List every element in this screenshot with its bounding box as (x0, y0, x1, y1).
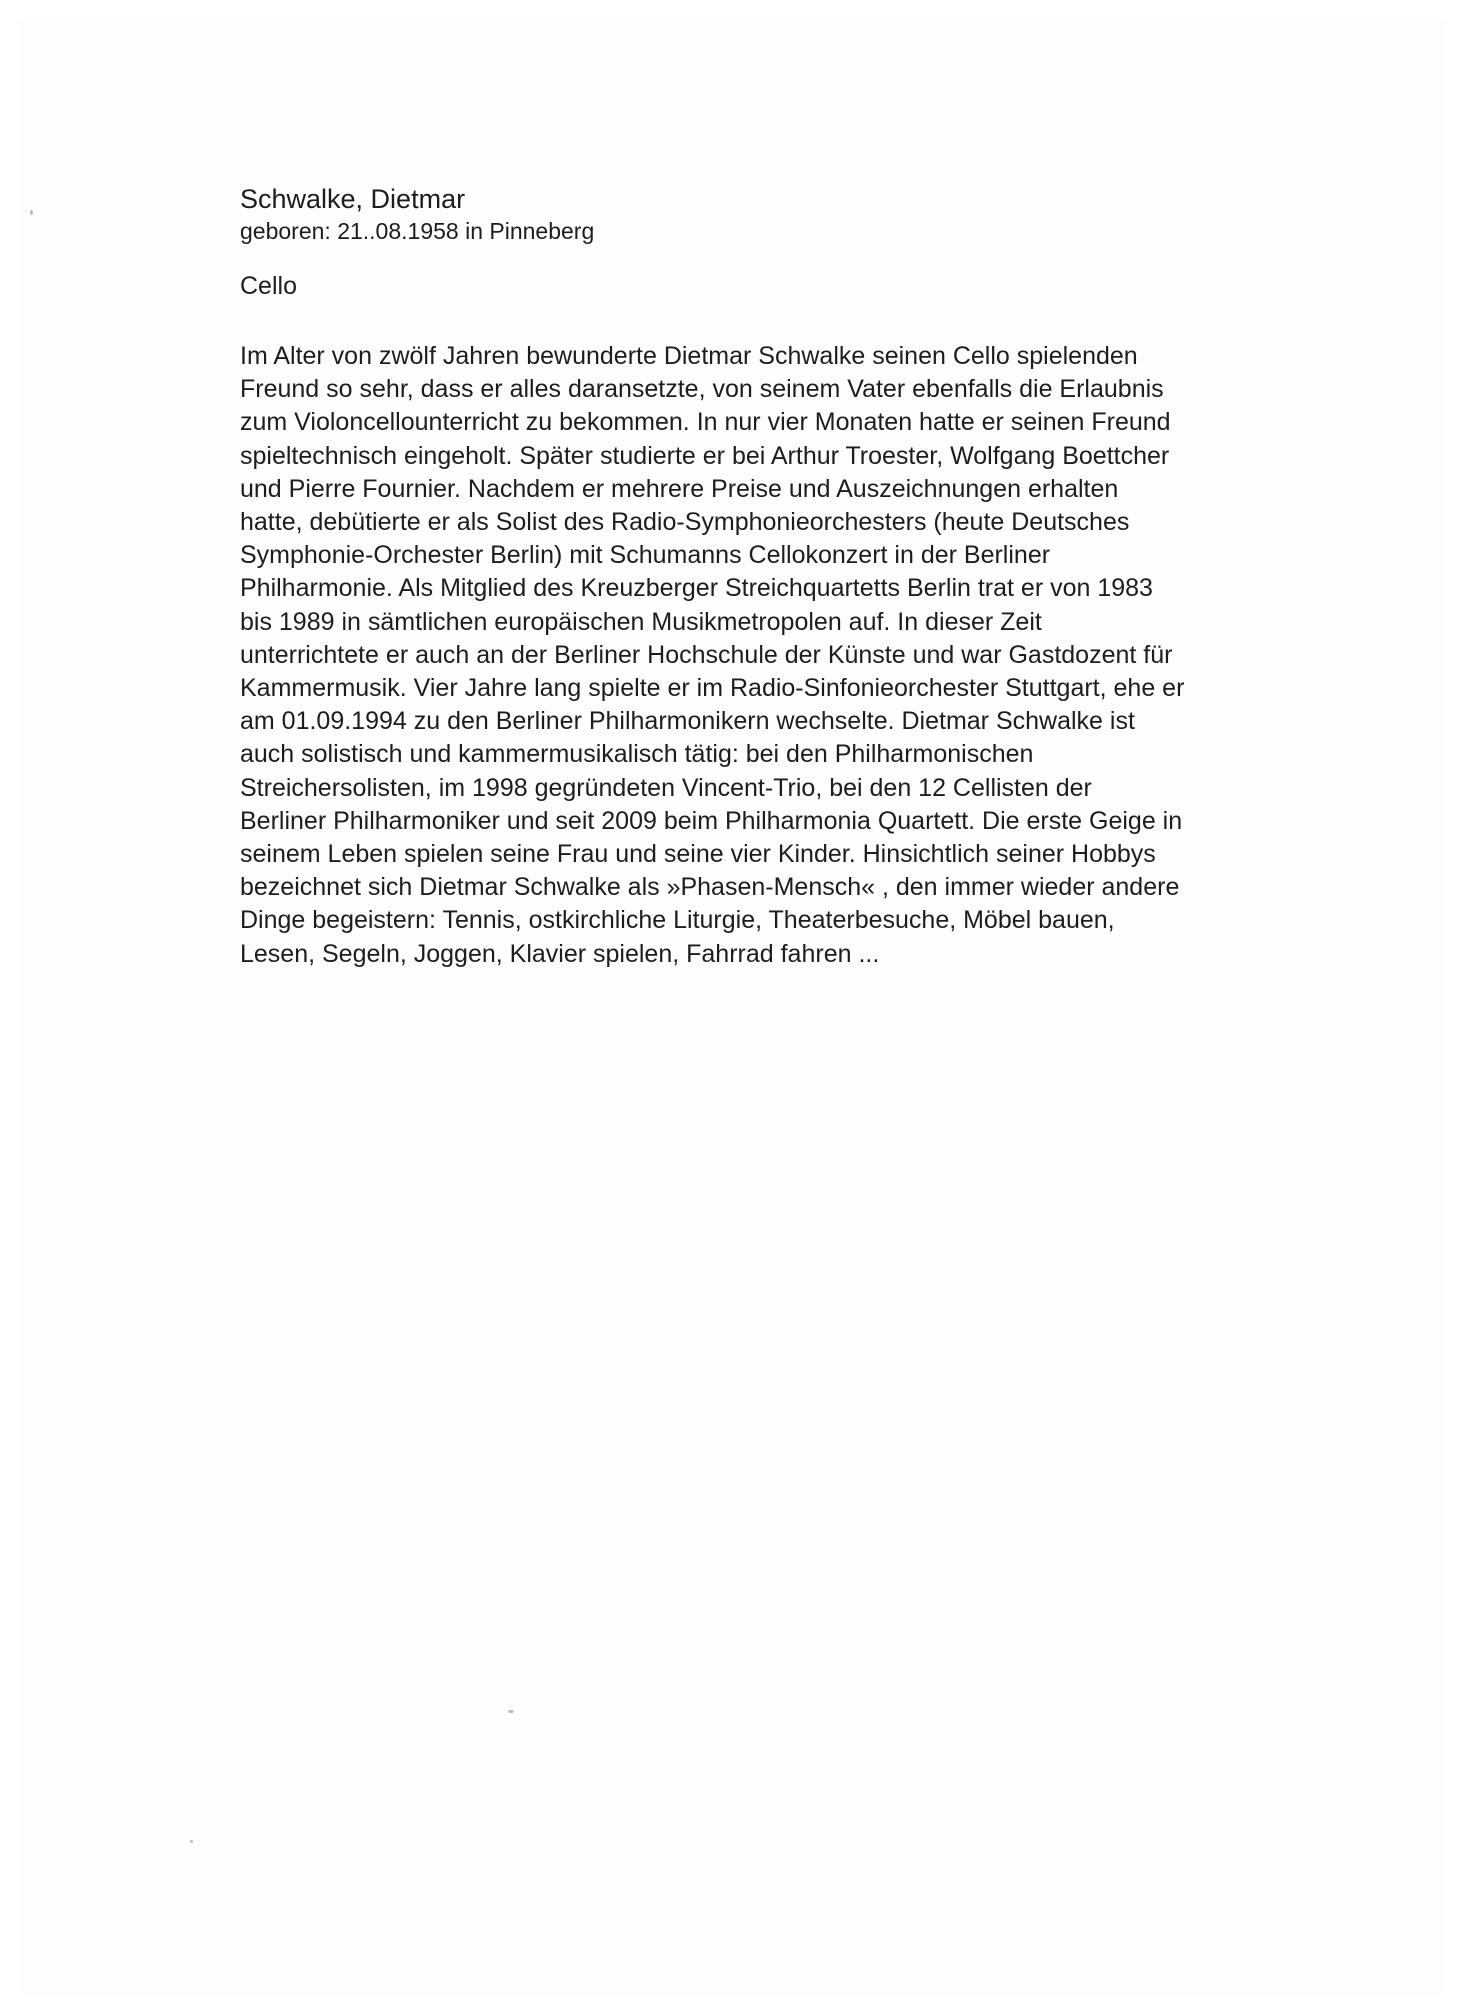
bio-line: unterrichtete er auch an der Berliner Hochschule der Künste und war Gastdozent für (240, 640, 1173, 669)
scanned-page (22, 20, 1442, 1992)
scan-speck (190, 1840, 193, 1843)
bio-line: zum Violoncellounterricht zu bekommen. In nur vier Monaten hatte er seinen Freund (240, 408, 1171, 437)
scan-speck (508, 1710, 514, 1713)
bio-line: Im Alter von zwölf Jahren bewunderte Dietmar Schwalke seinen Cello spielenden (240, 342, 1138, 370)
bio-line: am 01.09.1994 zu den Berliner Philharmonikern wechselte. Dietmar Schwalke ist (240, 707, 1135, 736)
birth-info: geboren: 21..08.1958 in Pinneberg (240, 218, 595, 244)
biography-paragraph (240, 340, 1320, 971)
scan-speck (30, 210, 33, 215)
bio-line: Dinge begeistern: Tennis, ostkirchliche Liturgie, Theaterbesuche, Möbel bauen, (240, 906, 1115, 935)
bio-line: hatte, debütierte er als Solist des Radio-Symphonieorchesters (heute Deutsches (240, 508, 1130, 537)
bio-line: seinem Leben spielen seine Frau und seine vier Kinder. Hinsichtlich seiner Hobbys (240, 840, 1156, 869)
instrument-label: Cello (240, 272, 297, 300)
bio-line: Lesen, Segeln, Joggen, Klavier spielen, Fahrrad fahren ... (240, 939, 880, 968)
bio-line: und Pierre Fournier. Nachdem er mehrere Preise und Auszeichnungen erhalten (240, 474, 1119, 503)
bio-line: Streichersolisten, im 1998 gegründeten Vincent-Trio, bei den 12 Cellisten der (240, 773, 1092, 802)
bio-line: Berliner Philharmoniker und seit 2009 beim Philharmonia Quartett. Die erste Geige in (240, 806, 1183, 835)
bio-line: spieltechnisch eingeholt. Später studierte er bei Arthur Troester, Wolfgang Boettcher (240, 441, 1170, 470)
bio-line: Symphonie-Orchester Berlin) mit Schumanns Cellokonzert in der Berliner (240, 541, 1051, 570)
bio-line: Freund so sehr, dass er alles daransetzte, von seinem Vater ebenfalls die Erlaubnis (240, 375, 1164, 404)
document-body (240, 182, 1320, 971)
bio-line: Philharmonie. Als Mitglied des Kreuzberger Streichquartetts Berlin trat er von 1983 (240, 574, 1153, 603)
bio-line: auch solistisch und kammermusikalisch tätig: bei den Philharmonischen (240, 740, 1034, 769)
bio-line: bezeichnet sich Dietmar Schwalke als »Phasen-Mensch« , den immer wieder andere (240, 873, 1180, 902)
person-name: Schwalke, Dietmar (240, 184, 466, 214)
bio-line: Kammermusik. Vier Jahre lang spielte er im Radio-Sinfonieorchester Stuttgart, ehe er (240, 674, 1185, 703)
bio-line: bis 1989 in sämtlichen europäischen Musikmetropolen auf. In dieser Zeit (240, 607, 1042, 636)
